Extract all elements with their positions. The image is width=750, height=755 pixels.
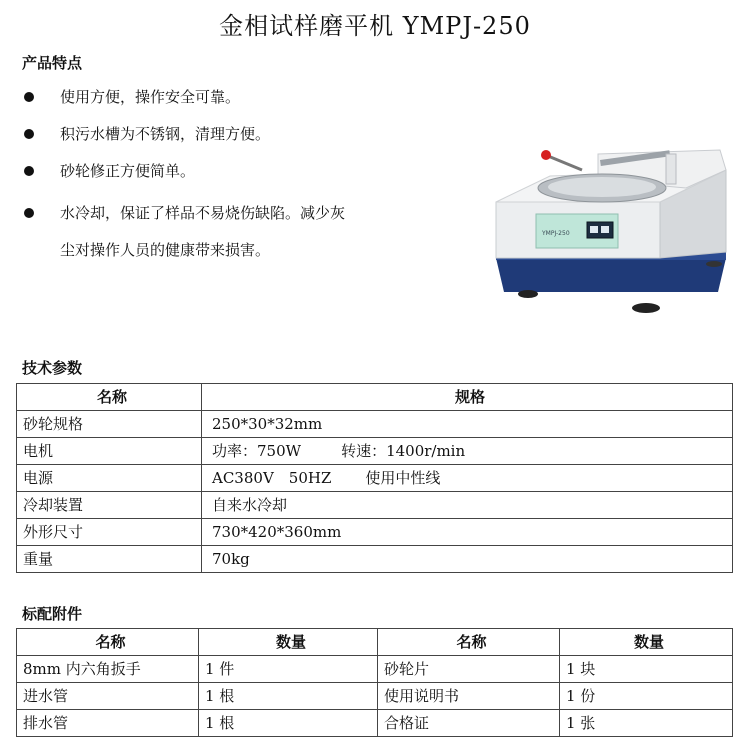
feature-text-line2: 尘对操作人员的健康带来损害。 [60,241,271,259]
page-title: 金相试样磨平机 YMPJ-250 [219,12,531,40]
feature-text: 积污水槽为不锈钢，清理方便。 [60,125,271,143]
column-header: 规格 [202,384,733,411]
accessory-name: 8mm 内六角扳手 [17,656,199,683]
spec-value-cell [202,438,733,465]
spec-name: 重量 [17,546,202,573]
list-item [22,195,442,269]
bullet-icon [24,92,34,102]
accessories-table [16,628,733,737]
column-header: 名称 [378,629,560,656]
accessory-qty: 1 件 [199,656,378,683]
feature-text-line1: 水冷却，保证了样品不易烧伤缺陷。减少灰 [60,204,346,222]
column-header: 名称 [17,629,199,656]
spec-value-cell [202,465,733,492]
list-item [22,158,442,184]
accessory-qty: 1 份 [560,683,733,710]
table-header-row [17,384,733,411]
accessories-heading: 标配附件 [22,605,83,623]
spec-value: 250*30*32mm [202,411,733,438]
spec-value: AC380V 50HZ [212,469,332,487]
bullet-icon [24,208,34,218]
feature-text: 使用方便，操作安全可靠。 [60,88,241,106]
bullet-icon [24,129,34,139]
table-row [17,710,733,737]
bullet-icon [24,166,34,176]
panel-label: YMPJ-250 [542,230,570,237]
features-heading: 产品特点 [22,54,83,72]
spec-value-2: 使用中性线 [365,469,441,487]
machine-illustration [490,140,740,320]
feature-list [22,84,442,280]
spec-value: 自来水冷却 [202,492,733,519]
accessory-qty: 1 根 [199,683,378,710]
accessory-name: 使用说明书 [378,683,560,710]
spec-value: 70kg [202,546,733,573]
spec-name: 冷却装置 [17,492,202,519]
column-header: 名称 [17,384,202,411]
spec-name: 电机 [17,438,202,465]
table-row [17,492,733,519]
spec-value: 730*420*360mm [202,519,733,546]
table-row [17,438,733,465]
accessory-name: 砂轮片 [378,656,560,683]
red-knob-icon [541,150,551,160]
spec-name: 砂轮规格 [17,411,202,438]
table-header-row [17,629,733,656]
accessory-qty: 1 块 [560,656,733,683]
accessory-name: 合格证 [378,710,560,737]
machine-foot [518,290,538,298]
table-row [17,465,733,492]
feature-text: 砂轮修正方便简单。 [60,162,196,180]
machine-base [496,258,726,292]
accessory-name: 排水管 [17,710,199,737]
table-row [17,519,733,546]
machine-foot [632,303,660,313]
list-item [22,84,442,110]
table-row [17,546,733,573]
list-item [22,121,442,147]
accessory-qty: 1 根 [199,710,378,737]
machine-foot [706,261,722,267]
table-row [17,683,733,710]
specs-heading: 技术参数 [22,359,83,377]
accessory-name: 进水管 [17,683,199,710]
spec-name: 外形尺寸 [17,519,202,546]
spec-name: 电源 [17,465,202,492]
spec-value: 功率：750W [212,442,302,460]
accessory-qty: 1 张 [560,710,733,737]
spec-value-2: 转速：1400r/min [341,442,466,460]
column-header: 数量 [560,629,733,656]
table-row [17,656,733,683]
column-header: 数量 [199,629,378,656]
spec-table [16,383,733,573]
table-row [17,411,733,438]
